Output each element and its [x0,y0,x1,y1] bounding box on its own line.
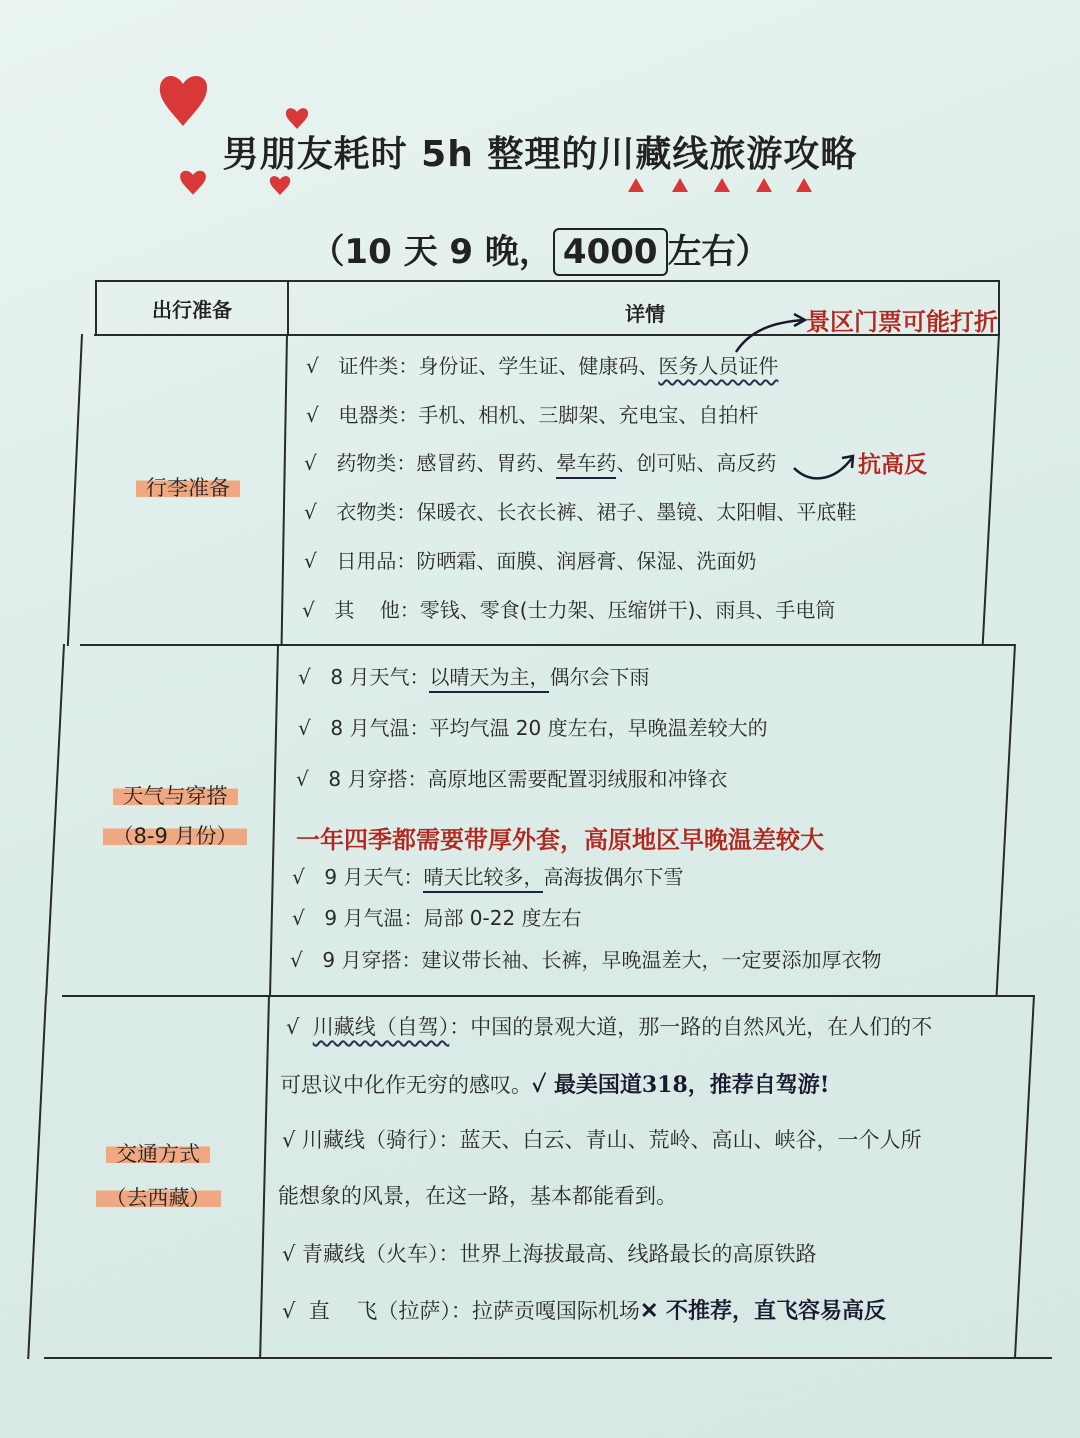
category-transport-label: 交通方式 [106,1142,210,1166]
table-border-right-4 [1014,995,1035,1359]
page-title: 男朋友耗时 5h 整理的川藏线旅游攻略 [222,134,858,175]
subtitle-left: （10 天 9 晚， [310,232,553,272]
luggage-item-other [302,594,835,623]
weather-sep-weather [292,861,683,890]
item-label: 药物类： [336,451,417,475]
arrow-icon-altitude [790,448,860,484]
table-border-right-3 [996,644,1016,996]
selfdrive-highlight: 川藏线（自驾） [312,1015,450,1039]
item-text: 零钱、零食(士力架、压缩饼干)、雨具、手电筒 [419,598,836,622]
table-border-left-3 [45,644,65,996]
item-text: 手机、相机、三脚架、充电宝、自拍杆 [418,403,759,427]
luggage-item-daily [304,545,756,574]
item-text: 高原地区需要配置羽绒服和冲锋衣 [427,767,728,791]
transport-flight [282,1294,886,1325]
annotation-anti-altitude: 抗高反 [858,451,927,478]
table-border-left-4 [27,995,47,1359]
annotation-not-recommended: ✕ 不推荐，直飞容易高反 [639,1298,887,1324]
table-col-divider-2 [281,334,288,646]
item-label: 8 月天气： [330,665,430,689]
check-icon: √ [286,1015,300,1039]
item-text: 偶尔会下雨 [549,665,650,689]
luggage-item-electronics [306,399,758,428]
item-label: 证件类： [338,354,419,378]
item-label: 8 月气温： [330,716,430,740]
item-highlight: 晕车药 [556,451,616,479]
item-text: 平均气温 20 度左右，早晚温差较大的 [429,716,768,740]
category-luggage-label: 行李准备 [136,476,240,500]
transport-cycling-line1: √ 川藏线（骑行）：蓝天、白云、青山、荒岭、高山、峡谷，一个人所 [282,1128,922,1152]
item-text: 高海拔偶尔下雪 [543,865,684,889]
weather-aug-outfit [296,763,727,792]
table-row-divider-1 [80,644,1015,646]
check-icon: √ [304,451,317,475]
col-header-prep: 出行准备 [152,298,232,322]
check-icon: √ [296,767,309,791]
item-text-a: 感冒药、胃药、 [416,451,557,475]
budget-boxed: 4000 [553,228,668,276]
check-icon: √ [292,865,305,889]
item-label: 9 月天气： [324,865,424,889]
check-icon: √ [298,716,311,740]
table-border-top [96,280,1000,282]
table-border-left-2 [67,334,83,646]
category-transport [60,1132,256,1220]
category-weather-label: 天气与穿搭 [113,784,238,808]
item-text: 局部 0-22 度左右 [423,906,582,930]
annotation-route-318: ✓ 最美国道318，推荐自驾游! [532,1072,830,1098]
table-col-divider-4 [259,995,270,1359]
item-text: 防晒霜、面膜、润唇膏、保湿、洗面奶 [416,549,757,573]
check-icon: √ [306,354,319,378]
table-border-right [998,280,1000,336]
heart-icon-bottom [266,174,294,196]
selfdrive-text: ：中国的景观大道，那一路的自然风光，在人们的不 [449,1015,933,1039]
item-text: 身份证、学生证、健康码、 [418,354,659,378]
category-weather-months: （8-9 月份） [103,824,248,848]
check-icon: √ [290,948,303,972]
check-icon: √ [302,598,315,622]
item-label: 9 月气温： [324,906,424,930]
item-text: 保暖衣、长衣长裤、裙子、墨镜、太阳帽、平底鞋 [416,500,857,524]
table-border-bottom [44,1357,1052,1359]
item-highlight: 晴天比较多， [423,865,543,893]
item-label: 电器类： [338,403,419,427]
luggage-item-clothing [304,496,856,525]
category-weather [80,776,270,856]
page-subtitle [0,224,1080,276]
category-transport-dest: （去西藏） [96,1186,221,1210]
selfdrive-text2: 可思议中化作无穷的感叹。 [280,1073,532,1097]
table-row-divider-2 [62,995,1034,997]
annotation-ticket-discount: 景区门票可能打折 [806,307,998,336]
table-col-divider-3 [269,644,279,996]
table-border-right-2 [982,334,1000,646]
annotation-thick-coat: 一年四季都需要带厚外套，高原地区早晚温差较大 [296,825,824,854]
transport-train: √ 青藏线（火车）：世界上海拔最高、线路最长的高原铁路 [282,1242,817,1266]
heart-icon-large [156,70,210,128]
luggage-item-medicine [304,447,776,476]
item-label: 8 月穿搭： [328,767,428,791]
flight-text: √ 直 飞（拉萨）：拉萨贡嘎国际机场 [282,1299,640,1323]
triangle-decoration [620,174,816,194]
item-label: 日用品： [336,549,417,573]
luggage-item-documents [306,350,778,379]
check-icon: √ [292,906,305,930]
transport-selfdrive-line1 [286,1011,932,1041]
transport-cycling-line2: 能想象的风景，在这一路，基本都能看到。 [278,1184,677,1208]
item-text: 建议带长袖、长裤，早晚温差大，一定要添加厚衣物 [421,948,882,972]
check-icon: √ [304,549,317,573]
item-highlight: 以晴天为主， [429,665,549,693]
weather-aug-weather [298,661,649,690]
weather-sep-outfit [290,944,881,973]
weather-sep-temp [292,902,582,931]
check-icon: √ [306,403,319,427]
check-icon: √ [298,665,311,689]
item-label: 衣物类： [336,500,417,524]
item-text-b: 、创可贴、高反药 [616,451,777,475]
item-label: 9 月穿搭： [322,948,422,972]
col-header-details: 详情 [625,302,665,326]
weather-aug-temp [298,712,768,741]
check-icon: √ [304,500,317,524]
item-label: 其 他： [334,598,420,622]
item-highlight: 医务人员证件 [658,354,779,378]
subtitle-right: 左右） [667,232,770,272]
category-luggage [100,468,276,508]
transport-selfdrive-line2 [280,1068,829,1099]
